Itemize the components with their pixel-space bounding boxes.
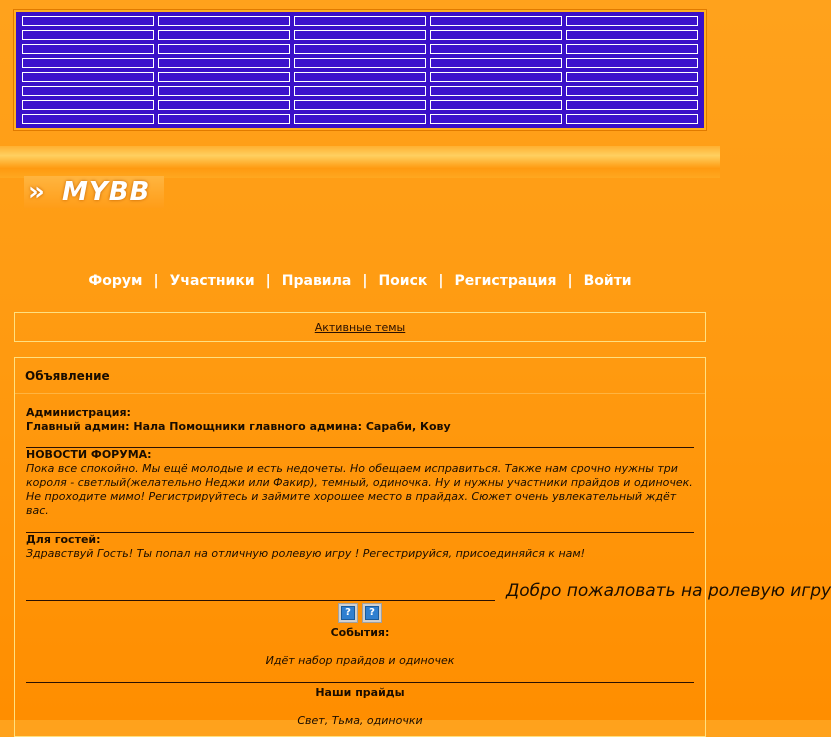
help-icon[interactable] — [338, 603, 358, 623]
banner-cell — [294, 114, 426, 124]
icon-row — [26, 603, 694, 623]
nav-separator: | — [265, 273, 271, 289]
banner-cell — [430, 72, 562, 82]
banner-cell — [294, 58, 426, 68]
announcement-body — [15, 394, 831, 728]
question-icon: ? — [341, 606, 355, 620]
banner-cell — [566, 16, 698, 26]
nav-search[interactable]: Поиск — [378, 273, 428, 289]
banner-cell — [22, 86, 154, 96]
banner-cell — [566, 30, 698, 40]
banner-cell — [430, 44, 562, 54]
banner-cell — [158, 72, 290, 82]
banner-cell — [158, 16, 290, 26]
banner-cell — [22, 30, 154, 40]
logo-chevron-icon: » — [28, 177, 39, 207]
banner-cell — [158, 44, 290, 54]
banner-cell — [294, 86, 426, 96]
banner-cell — [566, 44, 698, 54]
banner-grid — [20, 16, 700, 124]
active-topics-box — [14, 312, 706, 342]
welcome-divider — [26, 575, 495, 601]
news-heading: НОВОСТИ ФОРУМА: — [26, 448, 152, 461]
question-icon: ? — [365, 606, 379, 620]
banner-cell — [158, 58, 290, 68]
logo-text: MYBB — [62, 177, 151, 207]
nav-login[interactable]: Войти — [583, 273, 632, 289]
banner-cell — [294, 72, 426, 82]
prides-text: Свет, Тьма, одиночки — [297, 714, 423, 727]
admin-heading: Администрация: — [26, 406, 131, 419]
banner-cell — [294, 16, 426, 26]
main-navigation — [0, 270, 720, 292]
banner-cell — [22, 114, 154, 124]
banner-cell — [566, 100, 698, 110]
nav-separator: | — [567, 273, 573, 289]
active-topics-link[interactable]: Активные темы — [314, 320, 406, 334]
nav-register[interactable]: Регистрация — [454, 273, 557, 289]
nav-separator: | — [438, 273, 444, 289]
divider — [26, 682, 694, 683]
banner-cell — [158, 100, 290, 110]
banner-cell — [430, 30, 562, 40]
banner-cell — [566, 58, 698, 68]
nav-forum[interactable]: Форум — [88, 273, 143, 289]
header-stripe — [0, 146, 720, 178]
banner-cell — [22, 58, 154, 68]
guests-heading: Для гостей: — [26, 533, 101, 546]
banner-cell — [22, 44, 154, 54]
banner-cell — [430, 114, 562, 124]
help-icon[interactable] — [362, 603, 382, 623]
welcome-row — [26, 575, 831, 601]
nav-members[interactable]: Участники — [169, 273, 255, 289]
guests-text: Здравствуй Гость! Ты попал на отличную ролевую игру ! Регестрируйся, присоединяйся к нам! — [26, 547, 586, 560]
banner-cell — [566, 114, 698, 124]
banner-cell — [22, 16, 154, 26]
banner-cell — [158, 86, 290, 96]
announcement-title: Объявление — [15, 358, 705, 394]
banner-cell — [566, 72, 698, 82]
banner-cell — [430, 86, 562, 96]
prides-heading: Наши прайды — [315, 686, 405, 699]
banner-cell — [158, 30, 290, 40]
announcement-panel — [14, 357, 831, 737]
events-heading: События: — [330, 626, 390, 639]
news-text: Пока все спокойно. Мы ещё молодые и есть недочеты. Но обещаем исправиться. Также нам срочно нужны три короля - светлый(желательно Неджи или Факир), темный, одиночка. Ну и нужны участники прайдов и одиночек. Не проходите мимо! Регистрирүйтесь и займите хорошее место в прайдах. Сюжет очень увлекательный ждёт вас. — [26, 462, 693, 517]
banner-cell — [294, 30, 426, 40]
header-banner — [14, 10, 706, 130]
banner-cell — [158, 114, 290, 124]
events-text: Идёт набор прайдов и одиночек — [265, 654, 455, 667]
nav-rules[interactable]: Правила — [281, 273, 352, 289]
banner-cell — [294, 100, 426, 110]
admin-text: Главный админ: Нала Помощники главного админа: Сараби, Кову — [26, 420, 451, 433]
welcome-marquee: Добро пожаловать на ролевую игру — [506, 581, 831, 601]
banner-cell — [294, 44, 426, 54]
banner-cell — [22, 100, 154, 110]
banner-cell — [430, 16, 562, 26]
forum-logo[interactable] — [24, 176, 164, 208]
banner-cell — [430, 58, 562, 68]
banner-cell — [430, 100, 562, 110]
banner-cell — [22, 72, 154, 82]
nav-separator: | — [362, 273, 368, 289]
banner-cell — [566, 86, 698, 96]
nav-separator: | — [153, 273, 159, 289]
